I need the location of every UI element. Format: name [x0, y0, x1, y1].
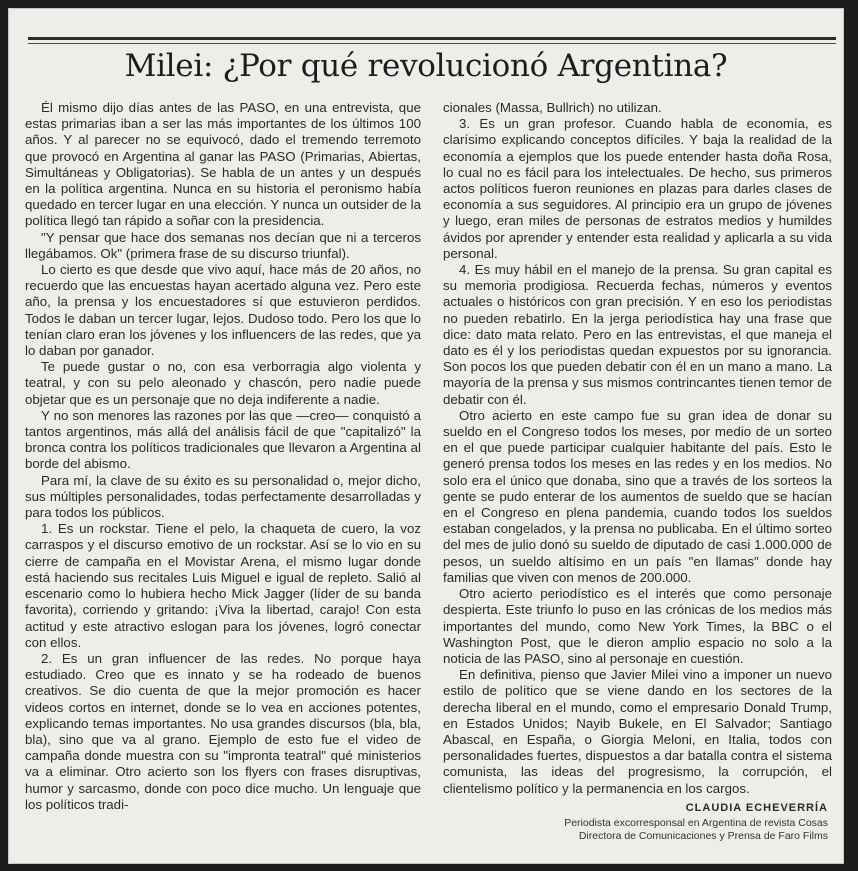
newspaper-clipping: [8, 8, 844, 864]
paragraph: 1. Es un rockstar. Tiene el pelo, la chaqueta de cuero, la voz carraspos y el discurso emotivo de un rockstar. Así se lo vio en su cierre de campaña en el Movistar Arena, el mismo lugar donde está haciendo sus recitales Luis Miguel e igual de repleto. Salió al escenario como lo hubiera hecho Mick Jagger (líder de su banda favorita), corriendo y gritando: ¡Viva la libertad, carajo! Con esta actitud y este atractivo eslogan para los jóvenes, logró conectar con ellos.: [25, 521, 421, 650]
paragraph: "Y pensar que hace dos semanas nos decían que ni a terceros llegábamos. Ok" (primera frase de su discurso triunfal).: [25, 229, 421, 261]
credit-line: Periodista excorresponsal en Argentina de revista Cosas: [564, 817, 828, 829]
right-column: [443, 100, 832, 797]
paragraph: Otro acierto periodístico es el interés que como personaje despierta. Este triunfo lo puso en las crónicas de los medios más importantes del mundo, como New York Times, la BBC o el Washington Post, que le dieron amplio espacio no solo a la noticia de las PASO, sino al personaje en cuestión.: [443, 586, 832, 666]
left-column: [25, 100, 421, 813]
paragraph: Él mismo dijo días antes de las PASO, en una entrevista, que estas primarias iban a ser las más importantes de los últimos 100 años. Y al parecer no se equivocó, dado el tremendo terremoto que provocó en Argentina al ganar las PASO (Primarias, Abiertas, Simultáneas y Obligatorias). Se habla de un antes y un después en la política argentina. Nunca en su historia el peronismo había quedado en tercer lugar en una elección. Y nunca un outsider de la política llegó tan rápido a soñar con la presidencia.: [25, 100, 421, 229]
paragraph: Lo cierto es que desde que vivo aquí, hace más de 20 años, no recuerdo que las encuestas hayan acertado alguna vez. Pero este año, la prensa y los encuestadores sí que estuvieron perdidos. Todos le daban un tercer lugar, lejos. Dudoso todo. Pero los que lo tenían claro eran los jóvenes y los influencers de las redes, que ya lo daban por ganador.: [25, 262, 421, 359]
top-rule: [28, 37, 836, 40]
top-rule-thin: [28, 43, 836, 44]
paragraph: Y no son menores las razones por las que —creo— conquistó a tantos argentinos, más allá del análisis fácil de que "capitalizó" la bronca contra los políticos tradicionales que llevaron a Argentina al borde del abismo.: [25, 407, 421, 472]
author-credit: [564, 817, 828, 843]
paragraph: En definitiva, pienso que Javier Milei vino a imponer un nuevo estilo de político que se viene dando en los sectores de la derecha liberal en el mundo, como el empresario Donald Trump, en Estados Unidos; Nayib Bukele, en El Salvador; Santiago Abascal, en España, o Giorgia Meloni, en Italia, todos con personalidades fuertes, dispuestos a dar batalla contra el sistema comunista, las ideas del progresismo, la corrupción, el clientelismo político y la permanencia en los cargos.: [443, 667, 832, 796]
author-byline: CLAUDIA ECHEVERRÍA: [685, 802, 828, 814]
paragraph: 4. Es muy hábil en el manejo de la prensa. Su gran capital es su memoria prodigiosa. Recuerda fechas, números y eventos actuales o históricos con gran precisión. Y en eso los periodistas no pueden rebatirlo. En la jerga periodística hay una frase que dice: dato mata relato. Pero en las entrevistas, el que maneja el dato es él y los periodistas quedan expuestos por su ignorancia. Son pocos los que pueden debatir con él en un mano a mano. La mayoría de la prensa y sus mismos contrincantes tienen temor de debatir con él.: [443, 262, 832, 407]
paragraph: Para mí, la clave de su éxito es su personalidad o, mejor dicho, sus múltiples personalidades, todas perfectamente desarrolladas y para todos los públicos.: [25, 472, 421, 521]
paragraph: 3. Es un gran profesor. Cuando habla de economía, es clarísimo explicando conceptos difíciles. Y baja la realidad de la economía a ejemplos que los puede entender hasta doña Rosa, lo cual no es fácil para los intelectuales. De hecho, sus primeros actos políticos fueron reuniones en plazas para darles clases de economía a sus seguidores. Al principio era un grupo de jóvenes y luego, eran miles de personas de estratos medios y humildes ávidos por aprender y entender esta realidad y aplicarla a su vida personal.: [443, 116, 832, 261]
article-headline: Milei: ¿Por qué revolucionó Argentina?: [124, 48, 728, 84]
paragraph: 2. Es un gran influencer de las redes. No porque haya estudiado. Creo que es innato y se ha rodeado de buenos creativos. Se dio cuenta de que la mejor promoción es hacer videos cortos en internet, donde se lo vea en acciones potentes, explicando temas importantes. No usa grandes discursos (bla, bla, bla), sino que va al grano. Ejemplo de esto fue el video de campaña donde muestra con su "impronta teatral" qué ministerios va a eliminar. Otro acierto son los flyers con frases disruptivas, humor y sarcasmo, donde con poco dice mucho. Un lenguaje que los políticos tradi-: [25, 650, 421, 812]
paragraph: cionales (Massa, Bullrich) no utilizan.: [443, 100, 662, 115]
credit-line: Directora de Comunicaciones y Prensa de Faro Films: [578, 830, 828, 842]
paragraph: Otro acierto en este campo fue su gran idea de donar su sueldo en el Congreso todos los meses, por medio de un sorteo en el que puede participar cualquier habitante del país. Esto le generó prensa todos los meses en las redes y en los medios. No solo era el único que donaba, sino que a través de los sorteos la gente se pudo enterar de los aumentos de sueldo que se hacían en el Congreso en plena pandemia, cuando todos los sueldos estaban congelados, y la prensa no publicaba. En el último sorteo del mes de julio donó su sueldo de diputado de casi 1.000.000 de pesos, un sueldo altísimo en un país "en llamas" donde hay familias que viven con menos de 200.000.: [443, 407, 832, 585]
paragraph: Te puede gustar o no, con esa verborragia algo violenta y teatral, y con su pelo aleonado y chascón, pero nadie puede objetar que es un personaje que no deja indiferente a nadie.: [25, 359, 421, 407]
